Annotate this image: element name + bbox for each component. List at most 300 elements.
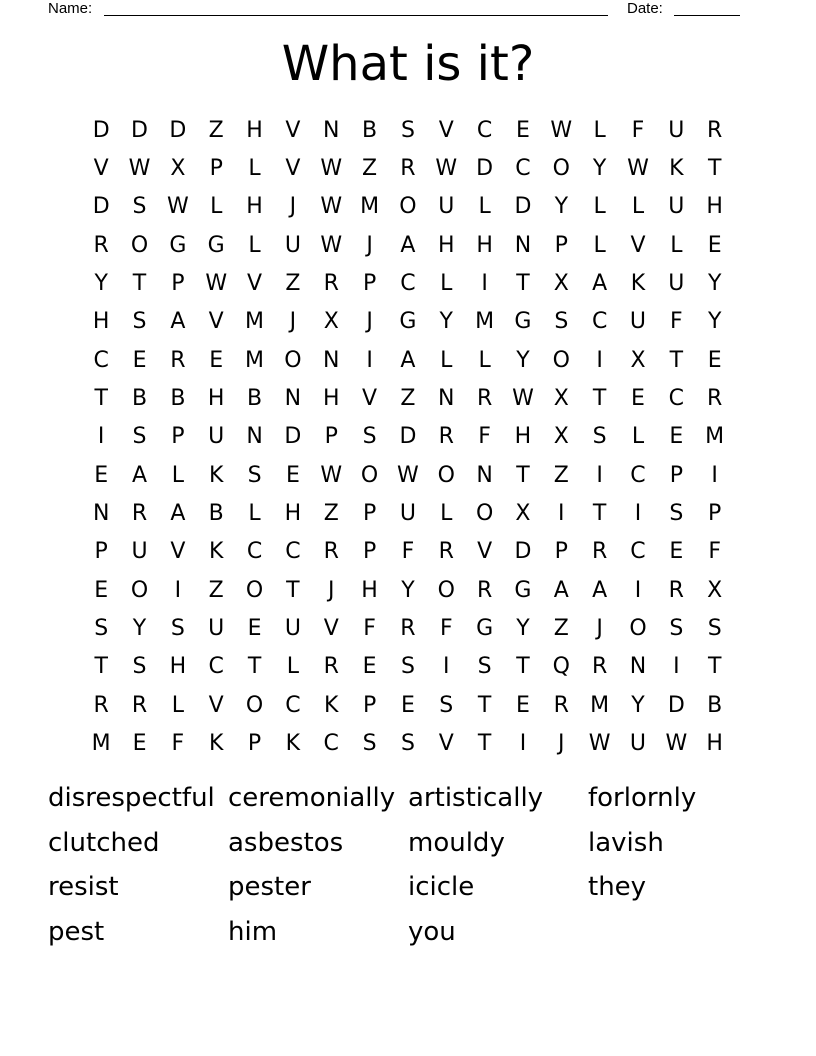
grid-cell: T [516, 462, 530, 488]
grid-cell: U [208, 424, 225, 450]
grid-cell: C [591, 309, 608, 335]
grid-cell: O [552, 347, 570, 373]
grid-cell: P [554, 539, 568, 565]
grid-cell: F [708, 539, 721, 565]
grid-cell: D [92, 117, 110, 143]
grid-cell: U [668, 271, 685, 297]
grid-cell: T [247, 654, 262, 680]
word-list-item: you [408, 916, 456, 947]
grid-cell: U [629, 309, 647, 335]
word-list-item: disrespectful [48, 783, 215, 813]
grid-cell: F [670, 309, 683, 335]
grid-cell: E [669, 539, 684, 565]
grid-cell: G [476, 616, 494, 642]
grid-cell: N [476, 462, 493, 488]
grid-cell: L [440, 501, 453, 527]
grid-cell: P [247, 731, 262, 757]
grid-cell: O [437, 462, 455, 488]
grid-cell: E [707, 347, 722, 373]
grid-cell: U [284, 232, 301, 258]
grid-cell: R [591, 654, 608, 680]
grid-cell: C [285, 539, 301, 565]
grid-cell: T [592, 501, 607, 527]
name-line[interactable] [104, 15, 608, 16]
grid-cell: P [324, 424, 338, 450]
grid-cell: A [170, 309, 186, 335]
grid-cell: K [208, 731, 224, 757]
grid-cell: F [363, 616, 376, 642]
grid-cell: E [400, 692, 415, 718]
grid-cell: J [596, 616, 603, 642]
grid-cell: D [92, 194, 110, 220]
letter-grid [82, 111, 734, 763]
grid-cell: X [707, 577, 723, 603]
grid-cell: L [286, 654, 300, 680]
grid-cell: R [438, 424, 454, 450]
grid-cell: N [284, 386, 302, 412]
grid-cell: O [437, 577, 455, 603]
grid-cell: W [512, 386, 534, 412]
grid-cell: S [400, 731, 415, 757]
grid-cell: K [285, 731, 301, 757]
grid-cell: V [630, 232, 646, 258]
grid-cell: I [97, 424, 105, 450]
grid-cell: E [669, 424, 684, 450]
grid-cell: P [669, 462, 683, 488]
grid-cell: P [362, 271, 377, 297]
grid-cell: P [209, 156, 223, 182]
grid-cell: P [362, 539, 377, 565]
grid-cell: V [438, 731, 454, 757]
grid-cell: Y [554, 194, 569, 220]
grid-cell: C [668, 386, 685, 412]
grid-cell: R [707, 386, 723, 412]
grid-cell: M [705, 424, 725, 450]
grid-cell: T [94, 386, 108, 412]
grid-cell: G [207, 232, 225, 258]
grid-cell: E [132, 347, 147, 373]
grid-cell: U [131, 539, 148, 565]
grid-cell: B [247, 386, 263, 412]
grid-cell: R [668, 577, 684, 603]
grid-cell: N [323, 347, 340, 373]
grid-cell: B [208, 501, 224, 527]
grid-cell: I [596, 347, 603, 373]
grid-cell: G [514, 577, 532, 603]
grid-cell: S [400, 117, 415, 143]
grid-cell: L [248, 232, 261, 258]
grid-cell: R [170, 347, 186, 373]
grid-cell: M [245, 347, 265, 373]
grid-cell: D [399, 424, 417, 450]
word-list-item: icicle [408, 872, 475, 902]
grid-cell: A [553, 577, 569, 603]
grid-cell: S [132, 654, 147, 680]
grid-cell: R [476, 577, 493, 603]
grid-cell: Y [592, 156, 607, 182]
grid-cell: S [707, 616, 722, 642]
grid-cell: C [476, 117, 493, 143]
grid-cell: W [435, 156, 458, 182]
grid-cell: E [132, 731, 147, 757]
grid-cell: M [91, 731, 111, 757]
grid-cell: C [630, 462, 646, 488]
word-list-item: asbestos [228, 827, 344, 858]
grid-cell: R [323, 271, 339, 297]
grid-cell: V [438, 117, 454, 143]
grid-cell: I [596, 462, 603, 488]
grid-cell: T [132, 271, 147, 297]
grid-cell: R [553, 692, 569, 718]
word-list-item: ceremonially [228, 783, 396, 813]
grid-cell: Z [362, 156, 378, 182]
grid-cell: R [591, 539, 608, 565]
grid-cell: N [438, 386, 455, 412]
grid-cell: L [593, 117, 606, 143]
grid-cell: W [320, 232, 343, 258]
grid-cell: D [284, 424, 302, 450]
grid-cell: Z [553, 462, 569, 488]
grid-cell: J [289, 194, 297, 220]
grid-cell: V [285, 117, 301, 143]
grid-cell: H [284, 501, 302, 527]
word-list-item: him [228, 916, 278, 947]
word-list [48, 778, 768, 956]
grid-cell: C [285, 692, 301, 718]
grid-cell: S [247, 462, 262, 488]
grid-cell: X [515, 501, 531, 527]
grid-cell: O [475, 501, 494, 527]
grid-cell: K [324, 692, 339, 718]
grid-cell: N [246, 424, 263, 450]
grid-cell: Z [208, 577, 224, 603]
grid-cell: W [205, 271, 228, 297]
grid-cell: X [323, 309, 339, 335]
grid-cell: H [437, 232, 455, 258]
grid-cell: T [592, 386, 607, 412]
grid-cell: A [592, 271, 608, 297]
grid-cell: Y [707, 271, 722, 297]
grid-cell: S [362, 731, 377, 757]
grid-cell: N [323, 117, 340, 143]
grid-cell: B [131, 386, 148, 412]
grid-cell: U [208, 616, 225, 642]
grid-cell: M [360, 194, 380, 220]
word-list-item: pest [48, 916, 105, 947]
grid-cell: M [475, 309, 495, 335]
grid-cell: L [478, 194, 491, 220]
grid-cell: H [92, 309, 110, 335]
grid-cell: E [285, 462, 300, 488]
grid-cell: R [438, 539, 454, 565]
grid-cell: L [593, 194, 606, 220]
grid-cell: S [400, 654, 415, 680]
grid-cell: L [210, 194, 223, 220]
grid-cell: Y [516, 347, 530, 373]
grid-cell: I [558, 501, 565, 527]
grid-cell: W [320, 156, 343, 182]
grid-cell: X [553, 424, 569, 450]
grid-cell: C [246, 539, 263, 565]
date-label: Date: [627, 0, 663, 17]
word-list-item: artistically [408, 783, 544, 813]
grid-cell: X [170, 156, 186, 182]
grid-cell: B [707, 692, 723, 718]
grid-cell: R [400, 156, 416, 182]
word-list-item: mouldy [408, 827, 505, 858]
grid-cell: H [169, 654, 187, 680]
grid-cell: P [171, 424, 185, 450]
grid-cell: C [515, 156, 531, 182]
grid-cell: S [669, 501, 684, 527]
grid-cell: T [669, 347, 684, 373]
grid-cell: W [588, 731, 611, 757]
grid-cell: R [707, 117, 723, 143]
grid-cell: M [590, 692, 610, 718]
grid-cell: V [362, 386, 378, 412]
grid-cell: K [208, 462, 224, 488]
grid-cell: D [514, 194, 532, 220]
grid-cell: H [246, 194, 263, 220]
grid-cell: K [208, 539, 224, 565]
grid-cell: V [323, 616, 339, 642]
grid-cell: H [246, 117, 263, 143]
grid-cell: L [670, 232, 683, 258]
grid-cell: O [245, 577, 264, 603]
header-row [48, 0, 740, 22]
grid-cell: B [362, 117, 378, 143]
grid-cell: S [132, 309, 147, 335]
grid-cell: I [443, 654, 450, 680]
grid-cell: R [93, 232, 109, 258]
grid-cell: E [516, 692, 530, 718]
grid-cell: L [248, 501, 261, 527]
grid-cell: E [247, 616, 262, 642]
grid-cell: Z [323, 501, 339, 527]
grid-cell: E [516, 117, 530, 143]
grid-cell: L [171, 462, 184, 488]
grid-cell: R [476, 386, 493, 412]
grid-cell: V [170, 539, 186, 565]
grid-cell: S [477, 654, 492, 680]
grid-cell: Y [94, 271, 108, 297]
grid-cell: F [401, 539, 415, 565]
grid-cell: Z [400, 386, 416, 412]
grid-cell: H [514, 424, 532, 450]
grid-cell: S [554, 309, 569, 335]
grid-cell: Z [208, 117, 224, 143]
grid-cell: I [711, 462, 718, 488]
grid-cell: O [360, 462, 379, 488]
grid-cell: E [362, 654, 377, 680]
grid-cell: K [669, 156, 684, 182]
grid-cell: S [94, 616, 109, 642]
grid-cell: U [668, 117, 685, 143]
grid-cell: S [132, 194, 147, 220]
grid-cell: U [629, 731, 647, 757]
grid-cell: E [94, 577, 109, 603]
grid-cell: W [128, 156, 151, 182]
grid-cell: W [550, 117, 573, 143]
grid-cell: B [170, 386, 186, 412]
grid-cell: T [477, 692, 492, 718]
grid-cell: P [708, 501, 722, 527]
grid-cell: N [629, 654, 647, 680]
grid-cell: I [481, 271, 488, 297]
grid-cell: X [553, 386, 569, 412]
grid-cell: I [366, 347, 373, 373]
grid-cell: L [248, 156, 261, 182]
grid-cell: L [631, 194, 645, 220]
grid-cell: O [284, 347, 302, 373]
grid-cell: C [630, 539, 646, 565]
word-list-item: they [588, 872, 647, 902]
grid-cell: H [361, 577, 378, 603]
grid-cell: G [399, 309, 417, 335]
grid-cell: U [668, 194, 685, 220]
grid-cell: Y [516, 616, 530, 642]
grid-cell: R [323, 539, 339, 565]
grid-cell: L [440, 347, 453, 373]
grid-cell: I [519, 731, 527, 757]
grid-cell: Y [132, 616, 147, 642]
grid-cell: W [397, 462, 419, 488]
grid-cell: T [94, 654, 108, 680]
grid-cell: O [399, 194, 417, 220]
grid-cell: V [477, 539, 493, 565]
grid-cell: F [631, 117, 645, 143]
grid-cell: T [707, 156, 722, 182]
grid-cell: T [477, 731, 492, 757]
word-list-item: pester [228, 872, 311, 902]
word-list-item: resist [48, 872, 119, 902]
grid-cell: V [208, 309, 224, 335]
grid-cell: W [665, 731, 688, 757]
grid-cell: V [285, 156, 301, 182]
grid-cell: O [629, 616, 647, 642]
grid-cell: J [289, 309, 297, 335]
grid-cell: X [553, 271, 569, 297]
grid-cell: I [634, 577, 642, 603]
grid-cell: W [627, 156, 649, 182]
grid-cell: S [592, 424, 607, 450]
grid-cell: R [400, 616, 416, 642]
grid-cell: E [631, 386, 645, 412]
grid-cell: T [286, 577, 300, 603]
grid-cell: S [439, 692, 454, 718]
grid-cell: D [476, 156, 494, 182]
grid-cell: G [514, 309, 532, 335]
grid-cell: R [131, 501, 148, 527]
grid-cell: O [245, 692, 264, 718]
grid-cell: A [592, 577, 608, 603]
grid-cell: S [170, 616, 185, 642]
word-list-item: forlornly [588, 783, 697, 813]
grid-cell: V [93, 156, 109, 182]
grid-cell: P [171, 271, 185, 297]
grid-cell: T [516, 654, 530, 680]
grid-cell: W [320, 194, 343, 220]
grid-cell: W [320, 462, 343, 488]
grid-cell: Y [631, 692, 645, 718]
grid-cell: H [207, 386, 225, 412]
grid-cell: C [400, 271, 416, 297]
grid-cell: W [166, 194, 189, 220]
grid-cell: Z [553, 616, 569, 642]
grid-cell: D [514, 539, 532, 565]
grid-cell: U [399, 501, 416, 527]
grid-cell: O [552, 156, 570, 182]
grid-cell: P [362, 692, 377, 718]
word-list-item: clutched [48, 827, 160, 858]
grid-cell: D [131, 117, 148, 143]
grid-cell: Q [552, 654, 570, 680]
grid-cell: V [208, 692, 224, 718]
grid-cell: H [322, 386, 340, 412]
grid-cell: L [593, 232, 606, 258]
grid-cell: S [362, 424, 377, 450]
grid-cell: Y [401, 577, 415, 603]
grid-cell: J [366, 232, 373, 258]
grid-cell: U [284, 616, 301, 642]
grid-cell: C [93, 347, 109, 373]
grid-cell: A [400, 232, 416, 258]
page-title: What is it? [281, 36, 535, 92]
grid-cell: H [706, 194, 723, 220]
name-label: Name: [48, 0, 93, 17]
grid-cell: S [132, 424, 147, 450]
grid-cell: E [209, 347, 224, 373]
grid-cell: R [93, 692, 109, 718]
grid-cell: L [440, 271, 453, 297]
grid-cell: R [323, 654, 339, 680]
grid-cell: D [667, 692, 685, 718]
grid-cell: N [92, 501, 110, 527]
grid-cell: E [707, 232, 722, 258]
grid-cell: A [400, 347, 416, 373]
grid-cell: I [174, 577, 182, 603]
grid-cell: C [208, 654, 224, 680]
grid-cell: L [631, 424, 645, 450]
grid-cell: J [558, 731, 565, 757]
grid-cell: M [245, 309, 265, 335]
grid-cell: L [171, 692, 184, 718]
grid-cell: O [130, 232, 149, 258]
grid-cell: L [478, 347, 491, 373]
grid-cell: Y [707, 309, 722, 335]
grid-cell: F [439, 616, 453, 642]
grid-cell: I [634, 501, 642, 527]
grid-cell: N [514, 232, 532, 258]
grid-cell: T [707, 654, 722, 680]
word-list-item: lavish [588, 827, 664, 858]
grid-cell: H [706, 731, 723, 757]
grid-cell: Y [439, 309, 453, 335]
grid-cell: F [478, 424, 491, 450]
grid-cell: U [438, 194, 455, 220]
date-line[interactable] [674, 15, 740, 16]
grid-cell: X [630, 347, 646, 373]
grid-cell: Z [285, 271, 301, 297]
grid-cell: F [171, 731, 185, 757]
grid-cell: G [169, 232, 187, 258]
grid-cell: J [327, 577, 335, 603]
grid-cell: T [516, 271, 530, 297]
grid-cell: P [554, 232, 568, 258]
grid-cell: V [247, 271, 263, 297]
grid-cell: R [131, 692, 148, 718]
grid-cell: O [130, 577, 149, 603]
